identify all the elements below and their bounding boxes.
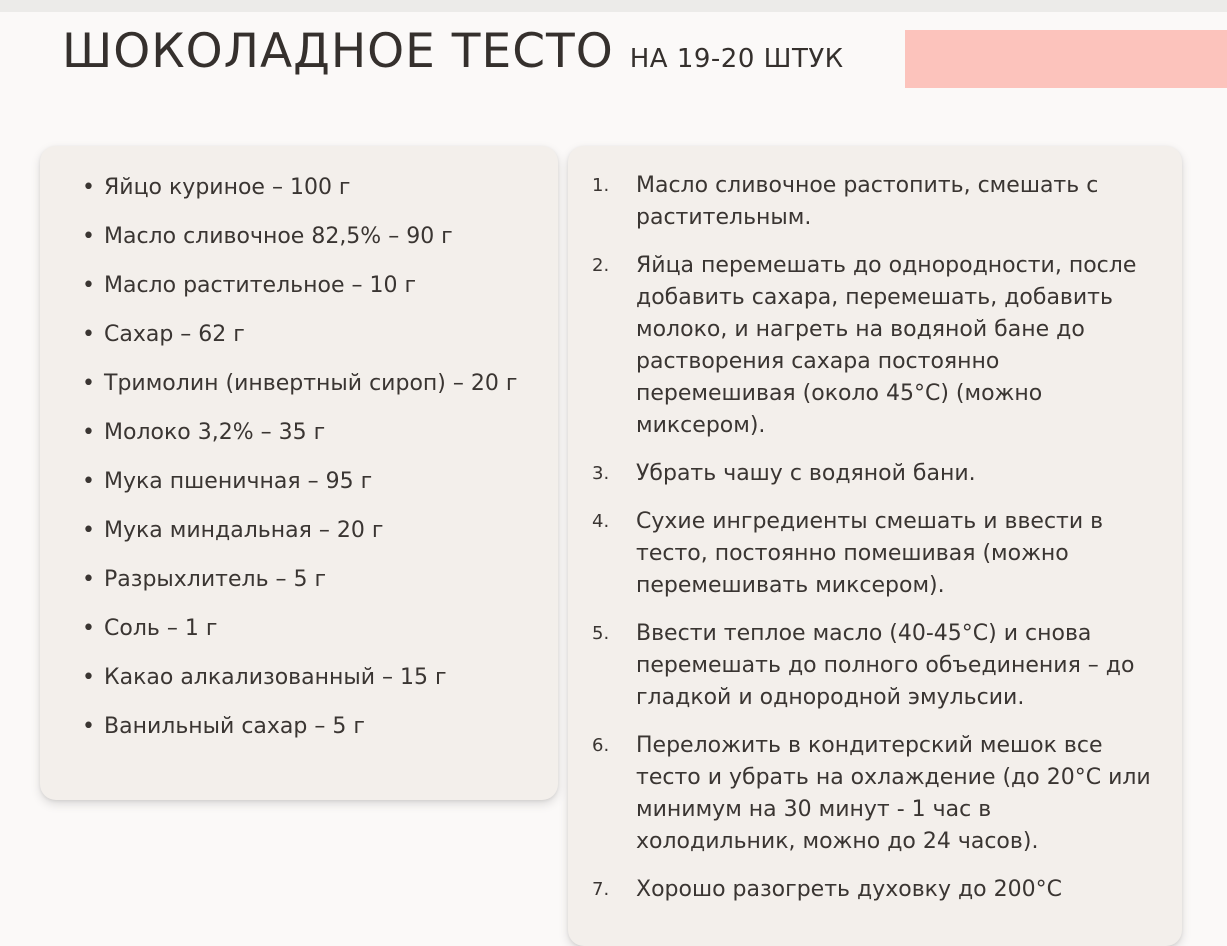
step-number: 4.	[592, 511, 610, 532]
bullet-icon: •	[82, 616, 95, 641]
step-text: Ввести теплое масло (40-45°С) и снова перемешать до полного объединения – до гладкой и однородной эмульсии.	[636, 621, 1135, 710]
step-number: 3.	[592, 463, 610, 484]
page-header	[62, 24, 844, 79]
ingredient-item	[82, 515, 538, 546]
step-text: Яйца перемешать до однородности, после добавить сахара, перемешать, добавить молоко, и нагреть на водяной бане до растворения сахара постоянно перемешивая (около 45°С) (можно миксером).	[636, 253, 1137, 438]
ingredient-item	[82, 662, 538, 693]
ingredient-text: Масло растительное – 10 г	[104, 273, 417, 298]
bullet-icon: •	[82, 322, 95, 347]
step-text: Хорошо разогреть духовку до 200°С	[636, 877, 1062, 902]
bullet-icon: •	[82, 518, 95, 543]
accent-bar	[905, 30, 1227, 88]
step-text: Переложить в кондитерский мешок все тесто и убрать на охлаждение (до 20°С или минимум на 30 минут - 1 час в холодильник, можно до 24 часов).	[636, 733, 1151, 854]
page-subtitle: НА 19-20 ШТУК	[629, 44, 844, 74]
bullet-icon: •	[82, 224, 95, 249]
ingredient-text: Какао алкализованный – 15 г	[104, 665, 447, 690]
bullet-icon: •	[82, 371, 95, 396]
ingredient-text: Мука пшеничная – 95 г	[104, 469, 373, 494]
step-text: Сухие ингредиенты смешать и ввести в тесто, постоянно помешивая (можно перемешивать миксером).	[636, 509, 1104, 598]
ingredient-item	[82, 417, 538, 448]
step-number: 2.	[592, 255, 610, 276]
steps-card	[568, 146, 1182, 946]
step-text: Масло сливочное растопить, смешать с растительным.	[636, 173, 1099, 230]
ingredient-text: Яйцо куриное – 100 г	[104, 175, 351, 200]
bullet-icon: •	[82, 665, 95, 690]
bullet-icon: •	[82, 273, 95, 298]
ingredient-item	[82, 172, 538, 203]
step-item	[592, 730, 1152, 858]
ingredient-item	[82, 368, 538, 399]
bullet-icon: •	[82, 714, 95, 739]
step-item	[592, 874, 1152, 906]
step-number: 6.	[592, 735, 610, 756]
step-number: 5.	[592, 623, 610, 644]
ingredient-text: Масло сливочное 82,5% – 90 г	[104, 224, 453, 249]
ingredient-text: Мука миндальная – 20 г	[104, 518, 384, 543]
ingredient-text: Тримолин (инвертный сироп) – 20 г	[104, 371, 518, 396]
ingredient-text: Ванильный сахар – 5 г	[104, 714, 365, 739]
bullet-icon: •	[82, 469, 95, 494]
step-item	[592, 618, 1152, 714]
ingredient-item	[82, 613, 538, 644]
step-number: 7.	[592, 879, 610, 900]
bullet-icon: •	[82, 567, 95, 592]
step-text: Убрать чашу с водяной бани.	[636, 461, 976, 486]
ingredient-item	[82, 711, 538, 742]
page-title: ШОКОЛАДНОЕ ТЕСТО	[62, 24, 614, 79]
step-item	[592, 170, 1152, 234]
step-number: 1.	[592, 175, 610, 196]
ingredient-text: Сахар – 62 г	[104, 322, 245, 347]
step-item	[592, 458, 1152, 490]
ingredients-list	[40, 146, 558, 742]
ingredient-text: Разрыхлитель – 5 г	[104, 567, 327, 592]
ingredient-text: Соль – 1 г	[104, 616, 218, 641]
ingredient-item	[82, 221, 538, 252]
bullet-icon: •	[82, 420, 95, 445]
steps-list	[568, 146, 1182, 906]
top-strip	[0, 0, 1227, 12]
step-item	[592, 506, 1152, 602]
ingredient-item	[82, 270, 538, 301]
ingredient-item	[82, 564, 538, 595]
ingredient-item	[82, 319, 538, 350]
ingredient-text: Молоко 3,2% – 35 г	[104, 420, 326, 445]
ingredient-item	[82, 466, 538, 497]
step-item	[592, 250, 1152, 442]
bullet-icon: •	[82, 175, 95, 200]
ingredients-card	[40, 146, 558, 800]
